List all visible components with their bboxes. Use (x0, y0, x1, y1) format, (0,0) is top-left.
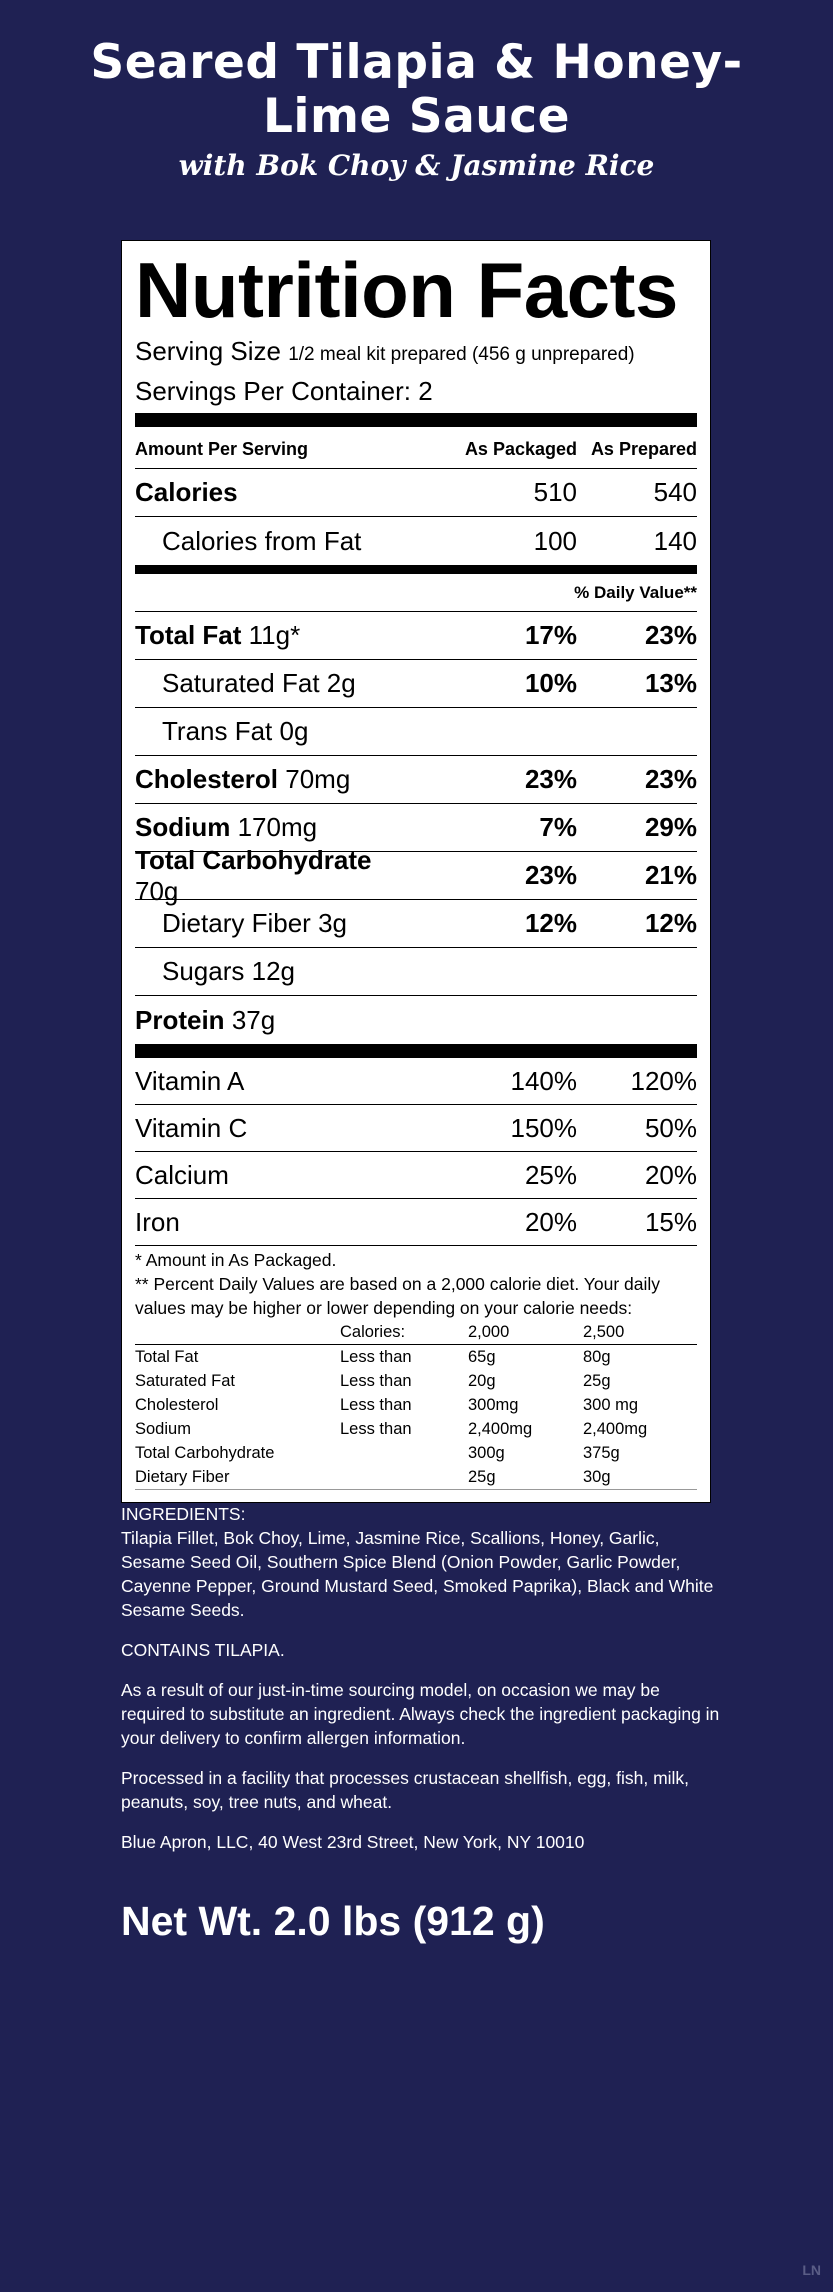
table-cell: Total Carbohydrate (135, 1444, 275, 1462)
ingredients-label: INGREDIENTS: (121, 1504, 246, 1524)
nutrient-prepared-dv: 29% (644, 812, 697, 842)
table-cell: 30g (583, 1465, 697, 1490)
as-packaged-header: As Packaged (464, 439, 577, 459)
nutrient-row-cholesterol (135, 756, 697, 804)
vitamin-row-vitamin-a (135, 1058, 697, 1105)
nutrient-amount: 0g (279, 716, 309, 746)
table-cell: Less than (340, 1396, 412, 1414)
nutrient-packaged-dv: 23% (524, 764, 577, 794)
vitamin-row-vitamin-c (135, 1105, 697, 1152)
nutrient-name: Total Carbohydrate (135, 844, 372, 875)
net-weight: Net Wt. 2.0 lbs (912 g) (121, 1898, 545, 1944)
footnote-daily-values: ** Percent Daily Values are based on a 2,000 calorie diet. Your daily values may be higher or lower depending on your calorie needs: (135, 1274, 661, 1318)
table-cell: Sodium (135, 1420, 191, 1438)
nutrient-packaged-dv: 10% (524, 668, 577, 698)
nutrient-packaged-dv: 23% (524, 860, 577, 890)
recipe-title: Seared Tilapia & Honey-Lime Sauce (90, 35, 743, 144)
nutrient-row-protein (135, 996, 697, 1044)
table-row (135, 1320, 697, 1345)
table-row (135, 1345, 697, 1370)
nutrient-name: Total Fat (135, 620, 242, 650)
table-cell: 25g (468, 1465, 583, 1490)
nutrient-name: Saturated Fat (162, 668, 320, 698)
nutrient-amount: 70g (135, 875, 179, 906)
nutrient-amount: 3g (318, 908, 347, 938)
footnote-as-packaged: * Amount in As Packaged. (135, 1250, 337, 1270)
table-row (135, 1369, 697, 1393)
table-cell: 2,500 (583, 1320, 697, 1345)
nutrient-row-sugars (135, 948, 697, 996)
nutrient-amount: 70mg (285, 764, 351, 794)
as-prepared-header: As Prepared (590, 439, 697, 459)
table-cell: 2,000 (468, 1320, 583, 1345)
nutrient-packaged-dv: 17% (524, 620, 577, 650)
table-row (135, 1393, 697, 1417)
ingredients-text: Tilapia Fillet, Bok Choy, Lime, Jasmine Rice, Scallions, Honey, Garlic, Sesame Seed Oil, Southern Spice Blend (Onion Powder, Garlic Powder, Cayenne Pepper, Ground Mustard Seed, Smoked Paprika), Black and White Sesame Seeds. (121, 1528, 714, 1620)
table-cell: 300g (468, 1444, 505, 1462)
nutrient-packaged-dv: 7% (539, 812, 577, 842)
calories-from-fat-label: Calories from Fat (162, 525, 362, 556)
table-cell: 25g (583, 1372, 611, 1390)
calories-from-fat-row (135, 517, 697, 565)
calories-prepared: 540 (653, 477, 697, 507)
table-cell: 20g (468, 1372, 496, 1390)
nutrient-prepared-dv: 23% (644, 620, 697, 650)
serving-size-value: 1/2 meal kit prepared (456 g unprepared) (288, 344, 635, 365)
vitamin-prepared: 15% (644, 1206, 697, 1237)
nutrition-label (121, 240, 711, 1503)
vitamin-name: Vitamin C (135, 1112, 248, 1143)
table-cell: Less than (340, 1348, 412, 1366)
vitamin-packaged: 150% (510, 1112, 577, 1143)
table-cell: Less than (340, 1372, 412, 1390)
nutrient-name: Dietary Fiber (162, 908, 311, 938)
nutrient-amount: 37g (231, 1004, 276, 1035)
vitamin-name: Vitamin A (135, 1065, 245, 1096)
nutrient-prepared-dv: 21% (644, 860, 697, 890)
calories-from-fat-prepared: 140 (653, 525, 697, 556)
vitamin-packaged: 140% (510, 1065, 577, 1096)
table-cell: 375g (583, 1444, 620, 1462)
vitamin-row-iron (135, 1199, 697, 1246)
table-row (135, 1441, 697, 1465)
thick-divider (135, 413, 697, 427)
vitamin-packaged: 25% (524, 1159, 577, 1190)
daily-value-header: % Daily Value** (574, 582, 697, 602)
thick-divider (135, 1044, 697, 1058)
footnotes (135, 1246, 697, 1320)
servings-per-container: Servings Per Container: 2 (135, 376, 433, 406)
page-header (0, 0, 833, 184)
table-cell (135, 1320, 340, 1345)
vitamin-prepared: 120% (630, 1065, 697, 1096)
nutrient-amount: 12g (251, 956, 296, 986)
nutrient-row-dietary-fiber (135, 900, 697, 948)
table-cell: 65g (468, 1348, 496, 1366)
calories-label: Calories (135, 477, 238, 507)
vitamin-prepared: 20% (644, 1159, 697, 1190)
amount-per-serving-label: Amount Per Serving (135, 439, 309, 459)
nutrient-name: Trans Fat (162, 716, 273, 746)
table-cell: Saturated Fat (135, 1372, 235, 1390)
calories-row (135, 469, 697, 517)
table-cell: Total Fat (135, 1348, 199, 1366)
recipe-subtitle: with Bok Choy & Jasmine Rice (178, 149, 655, 182)
vitamin-name: Calcium (135, 1159, 229, 1190)
serving-size (135, 335, 697, 371)
table-cell: 80g (583, 1348, 611, 1366)
vitamin-row-calcium (135, 1152, 697, 1199)
table-cell: 2,400mg (583, 1420, 648, 1438)
vitamin-name: Iron (135, 1206, 180, 1237)
company-address: Blue Apron, LLC, 40 West 23rd Street, New York, NY 10010 (121, 1832, 585, 1852)
table-cell (340, 1441, 468, 1465)
corner-mark: LN (802, 2262, 821, 2278)
allergen-contains: CONTAINS TILAPIA. (121, 1640, 285, 1660)
table-cell: 300 mg (583, 1396, 639, 1414)
table-cell: Calories: (340, 1320, 468, 1345)
nutrient-amount: 11g* (248, 620, 301, 650)
nutrient-amount: 170mg (237, 812, 318, 842)
nutrient-row-trans-fat (135, 708, 697, 756)
nutrient-amount: 2g (326, 668, 356, 698)
calories-packaged: 510 (533, 477, 577, 507)
nutrient-name: Protein (135, 1004, 225, 1035)
nutrient-row-total-fat (135, 612, 697, 660)
nutrient-packaged-dv: 12% (524, 908, 577, 938)
nutrient-name: Cholesterol (135, 764, 279, 794)
serving-size-label: Serving Size (135, 336, 281, 366)
product-info (121, 1502, 721, 1870)
table-row (135, 1417, 697, 1441)
column-header-row (135, 431, 697, 469)
daily-value-reference-table (135, 1320, 697, 1490)
nutrient-prepared-dv: 23% (644, 764, 697, 794)
sourcing-notice: As a result of our just-in-time sourcing model, on occasion we may be required to substitute an ingredient. Always check the ingredient packaging in your delivery to confirm allergen information. (121, 1680, 720, 1748)
facility-notice: Processed in a facility that processes crustacean shellfish, egg, fish, milk, peanuts, soy, tree nuts, and wheat. (121, 1768, 690, 1812)
table-cell: 300mg (468, 1396, 519, 1414)
vitamin-packaged: 20% (524, 1206, 577, 1237)
medium-divider (135, 565, 697, 574)
table-row (135, 1465, 697, 1490)
table-cell: 2,400mg (468, 1420, 533, 1438)
ingredients (121, 1502, 721, 1622)
calories-from-fat-packaged: 100 (533, 525, 577, 556)
nutrient-name: Sugars (162, 956, 245, 986)
table-cell (340, 1465, 468, 1490)
nutrition-facts-heading: Nutrition Facts (135, 246, 678, 334)
vitamin-prepared: 50% (644, 1112, 697, 1143)
nutrient-row-saturated-fat (135, 660, 697, 708)
nutrient-prepared-dv: 12% (644, 908, 697, 938)
nutrient-name: Sodium (135, 812, 231, 842)
nutrient-row-total-carbohydrate (135, 844, 697, 906)
nutrient-prepared-dv: 13% (644, 668, 697, 698)
daily-value-header-row (135, 574, 697, 612)
table-cell: Dietary Fiber (135, 1465, 340, 1490)
table-cell: Cholesterol (135, 1396, 219, 1414)
table-cell: Less than (340, 1420, 412, 1438)
